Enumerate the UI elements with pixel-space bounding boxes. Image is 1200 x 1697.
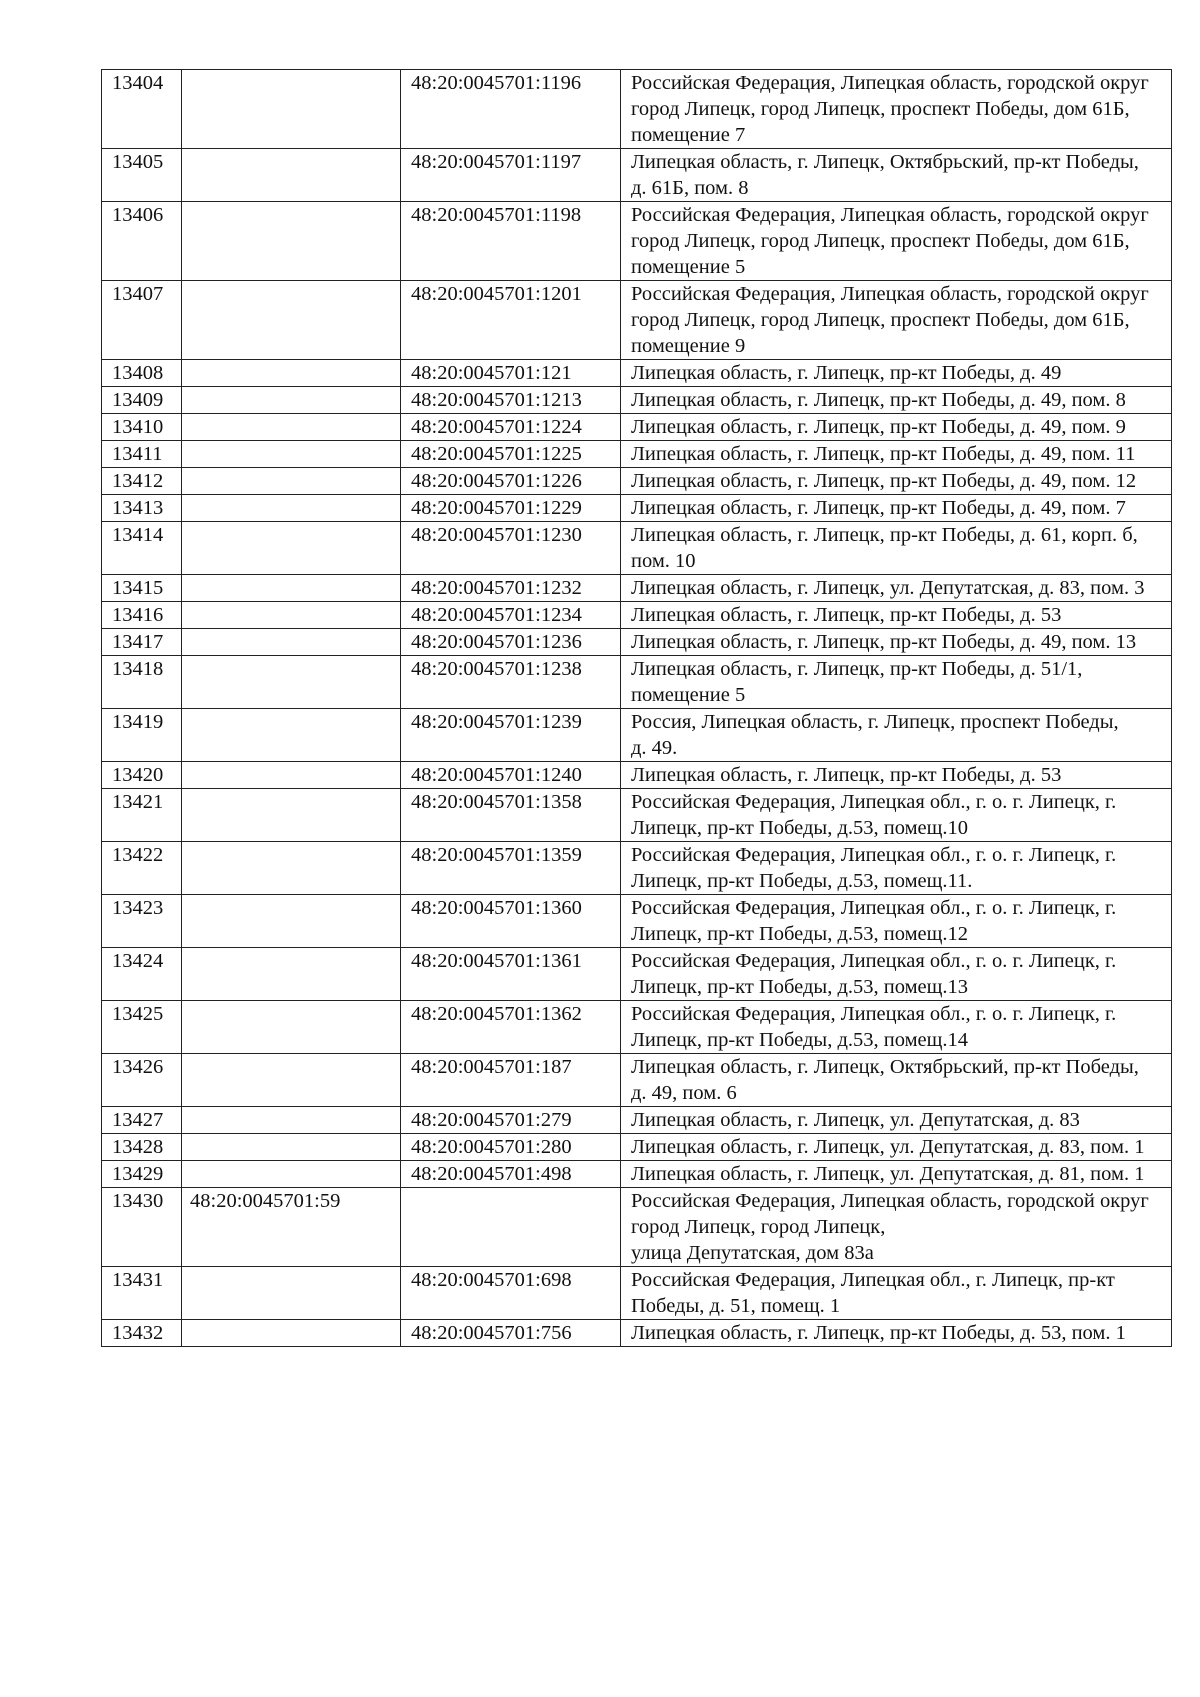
object-address	[621, 1001, 1172, 1054]
object-cadastral-number: 48:20:0045701:1229	[401, 495, 621, 522]
address-line: Липецкая область, г. Липецк, пр-кт Победы, д. 49, пом. 9	[631, 416, 1126, 438]
row-number: 13407	[102, 281, 182, 360]
object-cadastral-number: 48:20:0045701:1238	[401, 656, 621, 709]
row-number: 13419	[102, 709, 182, 762]
address-line: Липецкая область, г. Липецк, пр-кт Победы, д. 49, пом. 12	[631, 470, 1137, 492]
table-row	[102, 149, 1172, 202]
object-cadastral-number: 48:20:0045701:1196	[401, 70, 621, 149]
land-parcel-cadastral-number	[182, 1320, 401, 1347]
object-cadastral-number: 48:20:0045701:121	[401, 360, 621, 387]
land-parcel-cadastral-number	[182, 1134, 401, 1161]
table-row	[102, 709, 1172, 762]
object-cadastral-number: 48:20:0045701:698	[401, 1267, 621, 1320]
object-address	[621, 414, 1172, 441]
address-line: Липецкая область, г. Липецк, пр-кт Победы, д. 61, корп. б, пом. 10	[631, 524, 1138, 572]
object-address	[621, 522, 1172, 575]
address-line: Липецкая область, г. Липецк, пр-кт Победы, д. 49, пом. 7	[631, 497, 1126, 519]
address-line: д. 49.	[631, 737, 678, 759]
row-number: 13431	[102, 1267, 182, 1320]
object-address	[621, 1188, 1172, 1267]
land-parcel-cadastral-number	[182, 762, 401, 789]
row-number: 13420	[102, 762, 182, 789]
row-number: 13416	[102, 602, 182, 629]
address-line: Российская Федерация, Липецкая область, городской округ город Липецк, город Липецк, проспект Победы, дом 61Б, помещение 5	[631, 204, 1149, 278]
object-cadastral-number: 48:20:0045701:1197	[401, 149, 621, 202]
land-parcel-cadastral-number	[182, 149, 401, 202]
table-row	[102, 1001, 1172, 1054]
address-line: Липецкая область, г. Липецк, ул. Депутатская, д. 81, пом. 1	[631, 1163, 1145, 1185]
land-parcel-cadastral-number	[182, 709, 401, 762]
table-row	[102, 522, 1172, 575]
object-address	[621, 1320, 1172, 1347]
row-number: 13411	[102, 441, 182, 468]
land-parcel-cadastral-number	[182, 1001, 401, 1054]
row-number: 13429	[102, 1161, 182, 1188]
row-number: 13427	[102, 1107, 182, 1134]
land-parcel-cadastral-number	[182, 629, 401, 656]
row-number: 13415	[102, 575, 182, 602]
object-address	[621, 842, 1172, 895]
table-row	[102, 948, 1172, 1001]
table-row	[102, 575, 1172, 602]
land-parcel-cadastral-number	[182, 495, 401, 522]
table-row	[102, 1320, 1172, 1347]
object-address	[621, 629, 1172, 656]
address-line: Российская Федерация, Липецкая область, городской округ город Липецк, город Липецк,	[631, 1190, 1149, 1238]
object-cadastral-number: 48:20:0045701:1198	[401, 202, 621, 281]
address-line: Липецкая область, г. Липецк, пр-кт Победы, д. 51/1, помещение 5	[631, 658, 1083, 706]
object-address	[621, 602, 1172, 629]
table-row	[102, 1161, 1172, 1188]
object-address	[621, 709, 1172, 762]
row-number: 13404	[102, 70, 182, 149]
object-cadastral-number: 48:20:0045701:1234	[401, 602, 621, 629]
object-address	[621, 360, 1172, 387]
table-row	[102, 789, 1172, 842]
land-parcel-cadastral-number	[182, 1161, 401, 1188]
address-line: Липецкая область, г. Липецк, пр-кт Победы, д. 49, пом. 8	[631, 389, 1126, 411]
table-row	[102, 387, 1172, 414]
table-row	[102, 1107, 1172, 1134]
table-row	[102, 360, 1172, 387]
table-row	[102, 656, 1172, 709]
table-row	[102, 602, 1172, 629]
land-parcel-cadastral-number	[182, 387, 401, 414]
address-line: улица Депутатская, дом 83а	[631, 1242, 874, 1264]
object-address	[621, 762, 1172, 789]
row-number: 13408	[102, 360, 182, 387]
object-address	[621, 1161, 1172, 1188]
row-number: 13421	[102, 789, 182, 842]
object-address	[621, 948, 1172, 1001]
land-parcel-cadastral-number	[182, 522, 401, 575]
object-cadastral-number: 48:20:0045701:1226	[401, 468, 621, 495]
object-cadastral-number: 48:20:0045701:1236	[401, 629, 621, 656]
object-cadastral-number: 48:20:0045701:498	[401, 1161, 621, 1188]
object-cadastral-number: 48:20:0045701:187	[401, 1054, 621, 1107]
object-cadastral-number: 48:20:0045701:279	[401, 1107, 621, 1134]
row-number: 13424	[102, 948, 182, 1001]
land-parcel-cadastral-number	[182, 1054, 401, 1107]
address-line: Липецкая область, г. Липецк, пр-кт Победы, д. 49	[631, 362, 1062, 384]
row-number: 13405	[102, 149, 182, 202]
object-address	[621, 895, 1172, 948]
land-parcel-cadastral-number	[182, 414, 401, 441]
table-row	[102, 762, 1172, 789]
row-number: 13425	[102, 1001, 182, 1054]
table-row	[102, 414, 1172, 441]
address-line: Российская Федерация, Липецкая обл., г. о. г. Липецк, г. Липецк, пр-кт Победы, д.53, помещ.11.	[631, 844, 1117, 892]
row-number: 13413	[102, 495, 182, 522]
land-parcel-cadastral-number	[182, 602, 401, 629]
object-cadastral-number: 48:20:0045701:280	[401, 1134, 621, 1161]
object-address	[621, 70, 1172, 149]
land-parcel-cadastral-number	[182, 1107, 401, 1134]
table-row	[102, 70, 1172, 149]
land-parcel-cadastral-number	[182, 1267, 401, 1320]
address-line: Липецкая область, г. Липецк, пр-кт Победы, д. 49, пом. 13	[631, 631, 1137, 653]
table-row	[102, 495, 1172, 522]
object-address	[621, 1054, 1172, 1107]
registry-table	[101, 69, 1172, 1347]
object-cadastral-number: 48:20:0045701:1225	[401, 441, 621, 468]
table-row	[102, 1134, 1172, 1161]
object-address	[621, 789, 1172, 842]
land-parcel-cadastral-number	[182, 441, 401, 468]
address-line: Липецкая область, г. Липецк, Октябрьский, пр-кт Победы, д. 61Б, пом. 8	[631, 151, 1139, 199]
row-number: 13406	[102, 202, 182, 281]
row-number: 13418	[102, 656, 182, 709]
address-line: Липецкая область, г. Липецк, пр-кт Победы, д. 53	[631, 604, 1062, 626]
address-line: Липецкая область, г. Липецк, ул. Депутатская, д. 83, пом. 1	[631, 1136, 1145, 1158]
object-address	[621, 1267, 1172, 1320]
object-address	[621, 149, 1172, 202]
land-parcel-cadastral-number	[182, 70, 401, 149]
address-line: Липецкая область, г. Липецк, ул. Депутатская, д. 83	[631, 1109, 1080, 1131]
object-cadastral-number: 48:20:0045701:1201	[401, 281, 621, 360]
object-cadastral-number: 48:20:0045701:1232	[401, 575, 621, 602]
document-page	[101, 69, 1171, 1347]
object-address	[621, 575, 1172, 602]
table-row	[102, 1188, 1172, 1267]
row-number: 13409	[102, 387, 182, 414]
land-parcel-cadastral-number	[182, 202, 401, 281]
row-number: 13426	[102, 1054, 182, 1107]
object-address	[621, 202, 1172, 281]
land-parcel-cadastral-number	[182, 842, 401, 895]
object-cadastral-number: 48:20:0045701:1359	[401, 842, 621, 895]
address-line: Липецкая область, г. Липецк, пр-кт Победы, д. 49, пом. 11	[631, 443, 1136, 465]
address-line: Российская Федерация, Липецкая обл., г. о. г. Липецк, г. Липецк, пр-кт Победы, д.53, помещ.14	[631, 1003, 1117, 1051]
land-parcel-cadastral-number	[182, 895, 401, 948]
object-cadastral-number: 48:20:0045701:1230	[401, 522, 621, 575]
registry-table-body	[102, 70, 1172, 1347]
object-address	[621, 281, 1172, 360]
object-address	[621, 656, 1172, 709]
address-line: Липецкая область, г. Липецк, пр-кт Победы, д. 53	[631, 764, 1062, 786]
land-parcel-cadastral-number	[182, 360, 401, 387]
address-line: Российская Федерация, Липецкая область, городской округ город Липецк, город Липецк, проспект Победы, дом 61Б, помещение 9	[631, 283, 1149, 357]
object-cadastral-number: 48:20:0045701:1240	[401, 762, 621, 789]
row-number: 13423	[102, 895, 182, 948]
table-row	[102, 629, 1172, 656]
land-parcel-cadastral-number	[182, 468, 401, 495]
address-line: Липецкая область, г. Липецк, ул. Депутатская, д. 83, пом. 3	[631, 577, 1145, 599]
object-cadastral-number	[401, 1188, 621, 1267]
land-parcel-cadastral-number	[182, 948, 401, 1001]
object-address	[621, 495, 1172, 522]
object-address	[621, 387, 1172, 414]
address-line: Россия, Липецкая область, г. Липецк, проспект Победы,	[631, 711, 1119, 733]
row-number: 13432	[102, 1320, 182, 1347]
land-parcel-cadastral-number	[182, 575, 401, 602]
address-line: Российская Федерация, Липецкая обл., г. о. г. Липецк, г. Липецк, пр-кт Победы, д.53, помещ.10	[631, 791, 1117, 839]
table-row	[102, 842, 1172, 895]
table-row	[102, 468, 1172, 495]
object-address	[621, 441, 1172, 468]
object-cadastral-number: 48:20:0045701:1360	[401, 895, 621, 948]
address-line: Липецкая область, г. Липецк, пр-кт Победы, д. 53, пом. 1	[631, 1322, 1126, 1344]
row-number: 13417	[102, 629, 182, 656]
object-address	[621, 468, 1172, 495]
row-number: 13412	[102, 468, 182, 495]
land-parcel-cadastral-number	[182, 789, 401, 842]
row-number: 13422	[102, 842, 182, 895]
object-cadastral-number: 48:20:0045701:756	[401, 1320, 621, 1347]
object-cadastral-number: 48:20:0045701:1362	[401, 1001, 621, 1054]
row-number: 13428	[102, 1134, 182, 1161]
object-cadastral-number: 48:20:0045701:1358	[401, 789, 621, 842]
object-cadastral-number: 48:20:0045701:1224	[401, 414, 621, 441]
row-number: 13414	[102, 522, 182, 575]
object-cadastral-number: 48:20:0045701:1361	[401, 948, 621, 1001]
address-line: Российская Федерация, Липецкая обл., г. о. г. Липецк, г. Липецк, пр-кт Победы, д.53, помещ.13	[631, 950, 1117, 998]
table-row	[102, 895, 1172, 948]
land-parcel-cadastral-number: 48:20:0045701:59	[182, 1188, 401, 1267]
table-row	[102, 1267, 1172, 1320]
object-cadastral-number: 48:20:0045701:1239	[401, 709, 621, 762]
land-parcel-cadastral-number	[182, 281, 401, 360]
table-row	[102, 1054, 1172, 1107]
row-number: 13430	[102, 1188, 182, 1267]
object-address	[621, 1134, 1172, 1161]
address-line: Липецкая область, г. Липецк, Октябрьский, пр-кт Победы, д. 49, пом. 6	[631, 1056, 1139, 1104]
land-parcel-cadastral-number	[182, 656, 401, 709]
table-row	[102, 202, 1172, 281]
address-line: Российская Федерация, Липецкая обл., г. Липецк, пр-кт Победы, д. 51, помещ. 1	[631, 1269, 1115, 1317]
object-address	[621, 1107, 1172, 1134]
address-line: Российская Федерация, Липецкая обл., г. о. г. Липецк, г. Липецк, пр-кт Победы, д.53, помещ.12	[631, 897, 1117, 945]
table-row	[102, 441, 1172, 468]
object-cadastral-number: 48:20:0045701:1213	[401, 387, 621, 414]
table-row	[102, 281, 1172, 360]
address-line: Российская Федерация, Липецкая область, городской округ город Липецк, город Липецк, проспект Победы, дом 61Б, помещение 7	[631, 72, 1149, 146]
row-number: 13410	[102, 414, 182, 441]
